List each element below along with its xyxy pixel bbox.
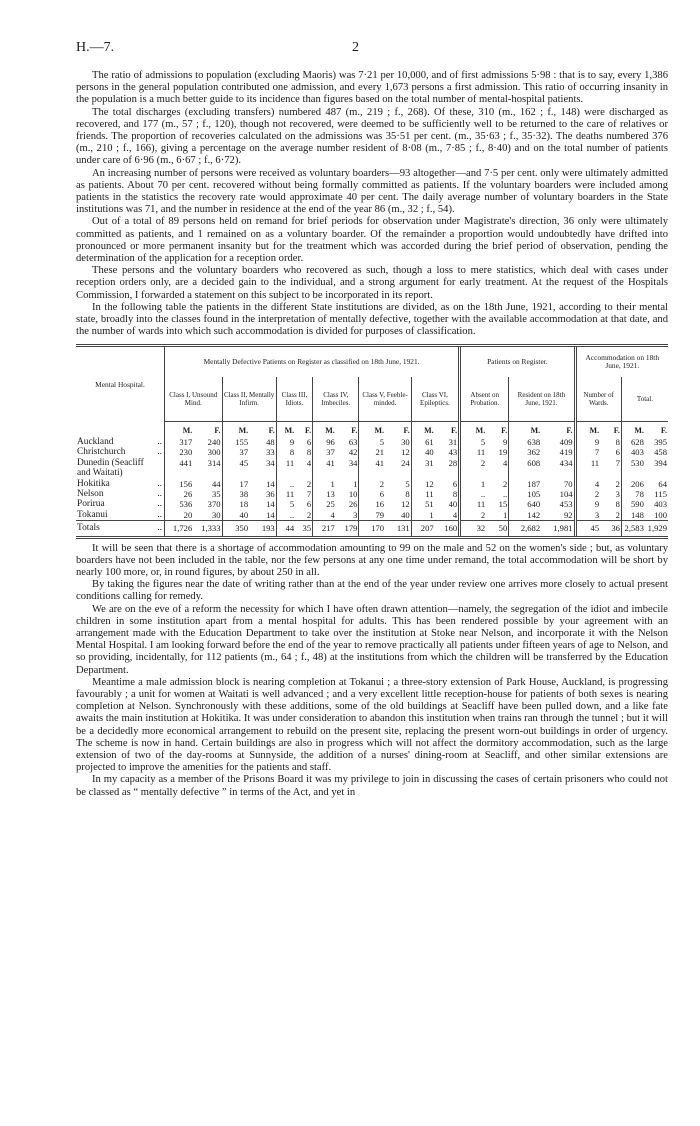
paragraph: The total discharges (excluding transfers) numbered 487 (m., 219 ; f., 268). Of these, 310 (m., 162 ; f., 148) were discharged as recovered, and 177 (m., 57 ; f., 120), though not recovered, were deemed to be sufficiently well to be returned to the care of relatives or friends. The proportion of recoveries calculated on the admissions was 35·51 per cent. (m., 35·63 ; f., 35·32). The deaths numbered 376 (m., 210 ; f., 166), giving a percentage on the average number resident of 8·08 (m., 7·85 ; f., 8·40) and on the total number of patients under care of 6·96 (m., 6·67 ; f., 6·72).: [76, 106, 668, 167]
table-cell: 370: [207, 499, 221, 510]
table-cell: 2,583: [621, 521, 644, 537]
page-number: 2: [352, 40, 359, 55]
hospital-name: Hokitika: [77, 478, 110, 489]
table-row: [76, 489, 668, 499]
table-cell: 15: [498, 499, 508, 510]
table-cell: 37: [313, 447, 336, 457]
table-cell: 18: [222, 499, 249, 509]
hospital-name-cell: [76, 510, 165, 521]
col-header-resident: Resident on 18th June, 1921.: [509, 377, 575, 422]
table-cell: 105: [509, 489, 541, 499]
col-header-class-6: Class VI, Epileptics.: [411, 377, 459, 422]
table-cell: 300: [207, 447, 221, 458]
table-cell: 434: [559, 457, 573, 468]
table-cell: 31: [448, 436, 458, 447]
col-header-absent: Absent on Probation.: [460, 377, 509, 422]
table-cell: 11: [460, 447, 487, 457]
hospital-name: Tokanui: [77, 509, 108, 520]
table-cell: 206: [621, 479, 644, 489]
table-cell: 453: [559, 499, 573, 510]
leader-dots: ..: [157, 499, 162, 510]
paragraph: It will be seen that there is a shortage of accommodation amounting to 99 on the male and 52 on the women's side ; but, as voluntary boarders have not been included in the table, nor the few persons at any one time under remand, the total accommodation will be short by nearly 100 more, or, in round figures, by about 250 in all.: [76, 542, 668, 578]
sex-label: F.: [566, 426, 573, 436]
hospital-name-cell: [76, 437, 165, 447]
table-cell: 8: [306, 447, 312, 458]
table-cell: 43: [448, 447, 458, 458]
table-cell: [486, 468, 509, 478]
paragraph: In my capacity as a member of the Prisons Board it was my privilege to join in discussing the cases of certain prisoners who could not be classed as “ mentally defective ” in terms of the Act, and yet in: [76, 774, 668, 798]
paragraph: Meantime a male admission block is nearing completion at Tokanui ; a three-story extension of Park House, Auckland, is progressing favourably ; a unit for women at Waitati is well advanced ; and a very excellent little reception-house for patients of both sexes is nearing completion at Nelson. Synchronously with these additions, some of the old buildings at Seacliff have been pulled down, and a like fate awaits the main institution at Hokitika. It was under consideration to abandon this institution when trains ran through the tunnel ; but it will be a decidedly more economical arrangement to rebuild on the present site, replacing the present worn-out buildings in order of urgency. The scheme is now in hand. Certain buildings are also in progress which will not affect the dormitory accommodation, such as the large extension of two of the day-rooms at Sunnyside, the addition of a nurses' dining-room at Seacliff, and other similar extensions are projected to improve the amenities for the patients and staff.: [76, 676, 668, 774]
table-row: [76, 458, 668, 468]
paragraph: In the following table the patients in the different State institutions are divided, as on the 18th June, 1921, according to their mental state, broadly into the classes found in the interpretation of mentally defective, together with the available accommodation at that date, and the number of wards into which such accommodation is divided for purposes of classification.: [76, 301, 668, 338]
sex-label: M.: [313, 422, 336, 437]
table-cell: 6: [359, 489, 385, 499]
table-cell: 7: [575, 447, 600, 457]
col-header-class-1: Class I, Unsound Mind.: [165, 377, 223, 422]
leader-dots: ..: [157, 478, 162, 489]
table-cell: 193: [249, 521, 276, 537]
table-cell: 1: [411, 510, 434, 521]
leader-dots: ..: [157, 447, 162, 458]
table-cell: 61: [411, 437, 434, 447]
table-cell: 640: [509, 499, 541, 509]
sex-label: F.: [268, 426, 275, 436]
sex-label: M.: [621, 422, 644, 437]
table-cell: 350: [222, 521, 249, 537]
table-cell: 6: [306, 499, 312, 510]
table-cell: 8: [615, 499, 620, 510]
table-cell: 16: [359, 499, 385, 509]
sex-label: F.: [660, 426, 667, 436]
col-header-total: Total.: [621, 377, 668, 422]
table-cell: 2: [615, 509, 620, 520]
hospital-name: Porirua: [77, 499, 105, 510]
table-cell: 70: [563, 478, 573, 489]
hospital-name: Nelson: [77, 488, 104, 499]
table-cell: 26: [165, 489, 194, 499]
table-cell: 78: [621, 489, 644, 499]
table-cell: 4: [306, 457, 312, 468]
table-cell: [385, 468, 411, 478]
col-header-wards: Number of Wards.: [575, 377, 621, 422]
table-cell: 41: [359, 458, 385, 468]
table-cell: [165, 468, 194, 478]
table-cell: 40: [222, 510, 249, 521]
table-cell: 51: [411, 499, 434, 509]
table-cell: 115: [654, 488, 667, 499]
table-cell: [600, 468, 621, 478]
table-cell: 40: [401, 509, 410, 520]
sex-label: F.: [351, 426, 358, 436]
table-cell: [359, 468, 385, 478]
sex-label: M.: [276, 422, 295, 437]
table-cell: 34: [266, 457, 275, 468]
table-cell: 26: [348, 499, 358, 510]
table-cell: 4: [502, 457, 508, 468]
table-cell: 40: [448, 499, 458, 510]
table-cell: 5: [460, 437, 487, 447]
table-cell: 1,929: [645, 521, 668, 537]
table-cell: 24: [401, 457, 410, 468]
table-cell: 32: [460, 521, 487, 537]
table-cell: 314: [207, 457, 221, 468]
sex-label: M.: [509, 422, 541, 437]
table-cell: 6: [452, 478, 458, 489]
table-cell: 37: [222, 447, 249, 457]
table-cell: 28: [448, 457, 458, 468]
table-cell: 217: [313, 521, 336, 537]
sex-label: F.: [451, 426, 458, 436]
table-cell: 45: [222, 458, 249, 468]
table-cell: 403: [621, 447, 644, 457]
table-cell: 419: [559, 447, 573, 458]
table-cell: 9: [276, 437, 295, 447]
table-cell: 19: [498, 447, 508, 458]
table-cell: 7: [615, 457, 620, 468]
hospital-name: Totals: [77, 523, 100, 534]
col-header-class-5: Class V, Feeble-minded.: [359, 377, 411, 422]
table-cell: 64: [658, 478, 667, 489]
table-cell: 5: [405, 478, 410, 489]
table-cell: 2: [615, 478, 620, 489]
hospital-name-cell: [76, 521, 165, 537]
mental-hospital-table: [76, 344, 668, 538]
group-header-register: Patients on Register.: [460, 346, 575, 378]
table-cell: [575, 468, 600, 478]
table-cell: 441: [165, 458, 194, 468]
table-cell: 2: [460, 458, 487, 468]
table-cell: [509, 468, 541, 478]
table-cell: 1,333: [193, 521, 222, 537]
table-cell: 12: [401, 499, 410, 510]
paragraph: The ratio of admissions to population (excluding Maoris) was 7·21 per 10,000, and of first admissions 5·98 : that is to say, every 1,386 persons in the general population contributed one admission, and every 1,673 persons a first admission. This ratio of occurring insanity in the population is a much better guide to its incidence than figures based on the total number of mental-hospital patients.: [76, 70, 668, 106]
table-cell: 11: [411, 489, 434, 499]
table-cell: [313, 468, 336, 478]
hospital-name: Christchurch: [77, 447, 126, 458]
table-cell: 1: [353, 478, 358, 489]
sex-label: F.: [501, 426, 508, 436]
sex-label: M.: [165, 422, 194, 437]
table-cell: 8: [452, 488, 458, 499]
report-reference: H.—7.: [76, 40, 115, 55]
table-cell: 33: [266, 447, 275, 458]
table-cell: 100: [654, 509, 667, 520]
table-cell: 20: [165, 510, 194, 521]
table-cell: 44: [211, 478, 221, 489]
table-cell: 104: [559, 488, 573, 499]
table-cell: 2: [460, 510, 487, 521]
hospital-name: and Waitati): [77, 468, 123, 479]
table-cell: 403: [654, 499, 667, 510]
table-cell: 11: [276, 489, 295, 499]
table-cell: 179: [336, 521, 359, 537]
paragraph: These persons and the voluntary boarders who recovered as such, though a loss to mere statistics, which deal with cases under reception orders only, are a decided gain to the individual, and a strong argument for early treatment. At the request of the Hospitals Commission, I forwarded a statement on this subject to be incorporated in its report.: [76, 265, 668, 301]
table-cell: [193, 468, 222, 478]
table-cell: ..: [276, 479, 295, 489]
table-cell: 9: [502, 436, 508, 447]
table-cell: 8: [276, 447, 295, 457]
table-cell: 9: [575, 499, 600, 509]
table-cell: ..: [502, 488, 508, 499]
table-cell: 156: [165, 479, 194, 489]
table-cell: [541, 468, 575, 478]
table-cell: 2: [575, 489, 600, 499]
totals-row: [76, 521, 668, 537]
table-cell: 148: [621, 510, 644, 521]
table-row: [76, 437, 668, 447]
sex-label: M.: [359, 422, 385, 437]
table-cell: 608: [509, 458, 541, 468]
table-cell: 12: [401, 447, 410, 458]
table-cell: 40: [411, 447, 434, 457]
table-cell: 42: [348, 447, 358, 458]
table-cell: 9: [575, 437, 600, 447]
table-row: [76, 510, 668, 521]
table-cell: 536: [165, 499, 194, 509]
table-cell: [336, 468, 359, 478]
sex-header-row: [76, 422, 668, 437]
table-row: [76, 499, 668, 509]
col-header-class-2: Class II, Mentally Infirm.: [222, 377, 276, 422]
table-cell: 4: [575, 479, 600, 489]
sex-label: M.: [460, 422, 487, 437]
table-row: [76, 468, 668, 478]
table-cell: ..: [460, 489, 487, 499]
table-cell: 21: [359, 447, 385, 457]
table-cell: 362: [509, 447, 541, 457]
table-cell: 317: [165, 437, 194, 447]
body-text-upper: [76, 70, 668, 338]
table-cell: 36: [266, 488, 275, 499]
table-cell: 41: [313, 458, 336, 468]
sex-label: F.: [304, 426, 312, 436]
table-cell: 6: [306, 436, 312, 447]
table-cell: 409: [559, 436, 573, 447]
table-cell: 50: [486, 521, 509, 537]
table-cell: 4: [313, 510, 336, 521]
col-header-class-3: Class III, Idiots.: [276, 377, 312, 422]
table-cell: 13: [313, 489, 336, 499]
table-cell: 131: [385, 521, 411, 537]
table-cell: 155: [222, 437, 249, 447]
table-cell: 530: [621, 458, 644, 468]
table-cell: 2,682: [509, 521, 541, 537]
table-cell: [276, 468, 295, 478]
col-header-class-4: Class IV, Imbeciles.: [313, 377, 359, 422]
table-cell: [645, 468, 668, 478]
leader-dots: ..: [157, 488, 162, 499]
sex-label: F.: [613, 426, 620, 436]
table-cell: [411, 468, 434, 478]
sex-label: F.: [214, 426, 221, 436]
table-cell: 92: [563, 509, 573, 520]
sex-label: M.: [575, 422, 600, 437]
table-cell: 45: [575, 521, 600, 537]
table-cell: [621, 468, 644, 478]
table-cell: 207: [411, 521, 434, 537]
table-cell: 38: [222, 489, 249, 499]
page-header: [76, 40, 668, 62]
table-cell: 394: [654, 457, 667, 468]
table-cell: 8: [405, 488, 410, 499]
table-cell: 14: [266, 499, 275, 510]
table-cell: 30: [211, 509, 221, 520]
table-cell: 10: [348, 488, 358, 499]
table-cell: 14: [266, 478, 275, 489]
table-cell: 11: [276, 458, 295, 468]
table-cell: 2: [306, 509, 312, 520]
table-cell: 11: [575, 458, 600, 468]
table-cell: 4: [452, 509, 458, 520]
table-cell: 638: [509, 437, 541, 447]
table-cell: 187: [509, 479, 541, 489]
table-cell: 35: [295, 521, 312, 537]
sex-label: M.: [411, 422, 434, 437]
table-cell: [295, 468, 312, 478]
table-cell: [460, 468, 487, 478]
hospital-name-cell: [76, 468, 165, 478]
sex-label: F.: [403, 426, 410, 436]
table-row: [76, 447, 668, 457]
leader-dots: ..: [157, 436, 162, 447]
table-cell: 170: [359, 521, 385, 537]
table-cell: 34: [348, 457, 358, 468]
blank-cell: [76, 422, 165, 437]
table-cell: [222, 468, 249, 478]
table-cell: 79: [359, 510, 385, 521]
paragraph: We are on the eve of a reform the necessity for which I have often drawn attention—namely, the segregation of the idiot and imbecile children in some institution apart from a mental hospital for adults. This has been rendered possible by your agreement with an arrangement made with the Education Department to take over the institution at Stoke near Nelson, and incorporate it with the Nelson Mental Hospital. I am looking forward before the end of the year to remove practically all patients under fifteen years of age to Nelson, and so providing, incidentally, for 112 patients (m., 64 ; f., 48) at the institutions from which the children will be transferred by the Education Department.: [76, 603, 668, 676]
hospital-name-cell: [76, 447, 165, 457]
table-cell: 2: [502, 478, 508, 489]
hospital-name: Dunedin (Seacliff: [77, 457, 144, 468]
table-cell: 590: [621, 499, 644, 509]
table-cell: 63: [348, 436, 358, 447]
hospital-name-cell: [76, 489, 165, 499]
leader-dots: ..: [157, 523, 162, 534]
table-cell: 458: [654, 447, 667, 458]
paragraph: An increasing number of persons were received as voluntary boarders—93 altogether—and 7·5 per cent. only were ultimately admitted as patients. About 70 per cent. recovered without being formally committed as patients. If the voluntary boarders were included among patients in the statistics the recovery rate would approximate 40 per cent. The daily average number of voluntary boarders in the State institutions was 71, and the number in residence at the end of the year 86 (m., 32 ; f., 54).: [76, 167, 668, 216]
table-cell: 35: [211, 488, 221, 499]
table-cell: 230: [165, 447, 194, 457]
table-cell: 7: [306, 488, 312, 499]
table-cell: 160: [435, 521, 460, 537]
table-cell: 44: [276, 521, 295, 537]
table-cell: 14: [266, 509, 275, 520]
table-cell: 48: [266, 436, 275, 447]
table-cell: 3: [615, 488, 620, 499]
table-row: [76, 479, 668, 489]
table-cell: 96: [313, 437, 336, 447]
paragraph: By taking the figures near the date of writing rather than at the end of the year under review one arrives more closely to actual present conditions calling for remedy.: [76, 579, 668, 603]
table-cell: 31: [411, 458, 434, 468]
table-cell: 36: [600, 521, 621, 537]
table-cell: 240: [207, 436, 221, 447]
col-header-hospital: Mental Hospital.: [76, 346, 165, 422]
table-cell: 5: [276, 499, 295, 509]
sex-label: M.: [222, 422, 249, 437]
table-cell: 3: [575, 510, 600, 521]
table-cell: 17: [222, 479, 249, 489]
hospital-name: Auckland: [77, 436, 114, 447]
table-cell: 5: [359, 437, 385, 447]
paragraph: Out of a total of 89 persons held on remand for brief periods for observation under Magistrate's direction, 36 only were ultimately committed as patients, and 1 remained on as a voluntary boarder. Of the remainder a proportion would undoubtedly have drifted into pronounced or more permanent insanity but for the treatment which was accorded during the brief period of observation, pending the determination of the application for a reception order.: [76, 216, 668, 265]
table-cell: 8: [615, 436, 620, 447]
table-cell: 3: [353, 509, 358, 520]
table-cell: 1: [502, 509, 508, 520]
table-cell: 142: [509, 510, 541, 521]
table-cell: 11: [460, 499, 487, 509]
table-cell: 1: [460, 479, 487, 489]
table-cell: 30: [401, 436, 410, 447]
hospital-name-cell: [76, 458, 165, 468]
leader-dots: ..: [157, 509, 162, 520]
table-cell: 12: [411, 479, 434, 489]
hospital-name-cell: [76, 499, 165, 509]
table-cell: [435, 468, 460, 478]
group-header-accommodation: Accommodation on 18th June, 1921.: [575, 346, 668, 378]
table-cell: 2: [306, 478, 312, 489]
table-cell: 1,726: [165, 521, 194, 537]
table-cell: [249, 468, 276, 478]
group-header-defective: Mentally Defective Patients on Register as classified on 18th June, 1921.: [165, 346, 460, 378]
table-cell: 395: [654, 436, 667, 447]
table-cell: 2: [359, 479, 385, 489]
hospital-name-cell: [76, 479, 165, 489]
table-cell: 25: [313, 499, 336, 509]
table-cell: ..: [276, 510, 295, 521]
table-cell: 628: [621, 437, 644, 447]
table-cell: 6: [615, 447, 620, 458]
body-text-lower: [76, 543, 668, 799]
table-cell: 1: [313, 479, 336, 489]
table-cell: 1,981: [541, 521, 575, 537]
